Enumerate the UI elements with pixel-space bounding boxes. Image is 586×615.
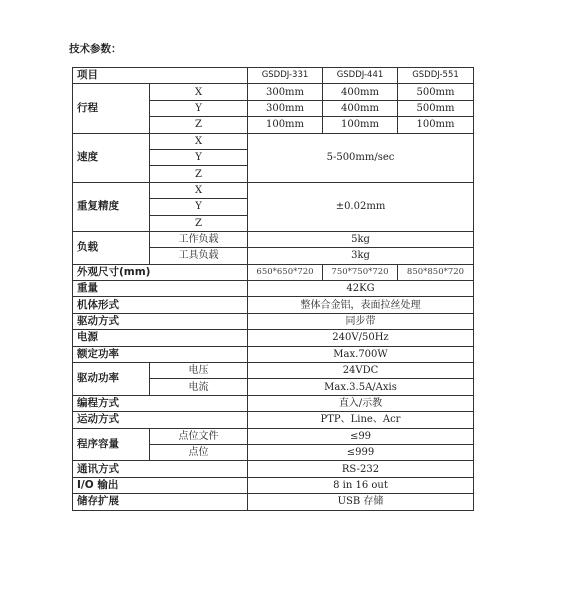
axis-label: Y (150, 149, 248, 165)
sub-label: 工作负载 (150, 231, 248, 247)
travel-row-x (73, 84, 474, 100)
repeat-label: 重复精度 (73, 182, 150, 231)
load-label: 负载 (73, 231, 150, 264)
table-cell: 同步带 (248, 313, 474, 329)
axis-label: Y (150, 199, 248, 215)
table-cell: ≤999 (248, 444, 474, 460)
sub-label: 点位文件 (150, 428, 248, 444)
table-cell: USB 存储 (248, 494, 474, 510)
axis-label: Z (150, 117, 248, 133)
table-cell: 300mm (248, 100, 323, 116)
programming-row (73, 395, 474, 411)
model-551-header: GSDDJ-551 (398, 68, 474, 84)
programming-label: 编程方式 (73, 395, 248, 411)
capacity-label: 程序容量 (73, 428, 150, 461)
spec-table (72, 67, 474, 511)
sub-label: 电流 (150, 379, 248, 395)
table-cell: 240V/50Hz (248, 330, 474, 346)
table-cell: 24VDC (248, 363, 474, 379)
motion-label: 运动方式 (73, 412, 248, 428)
drive-mode-row (73, 313, 474, 329)
table-cell: 750*750*720 (323, 264, 398, 280)
sub-label: 点位 (150, 444, 248, 460)
table-cell: 400mm (323, 100, 398, 116)
axis-label: Z (150, 166, 248, 182)
table-cell: 500mm (398, 100, 474, 116)
io-label: I/O 输出 (73, 477, 248, 493)
speed-row-x (73, 133, 474, 149)
body-form-row (73, 297, 474, 313)
table-cell: Max.3.5A/Axis (248, 379, 474, 395)
sub-label: 电压 (150, 363, 248, 379)
table-cell: 100mm (398, 117, 474, 133)
rated-power-label: 额定功率 (73, 346, 248, 362)
table-cell: 8 in 16 out (248, 477, 474, 493)
axis-label: Y (150, 100, 248, 116)
speed-value: 5-500mm/sec (248, 133, 474, 182)
axis-label: Z (150, 215, 248, 231)
repeat-value: ±0.02mm (248, 182, 474, 231)
power-row (73, 330, 474, 346)
table-cell: 500mm (398, 84, 474, 100)
drive-power-row-voltage (73, 363, 474, 379)
axis-label: X (150, 133, 248, 149)
comm-row (73, 461, 474, 477)
weight-row (73, 281, 474, 297)
header-row (73, 68, 474, 84)
power-label: 电源 (73, 330, 248, 346)
motion-row (73, 412, 474, 428)
table-cell: 100mm (323, 117, 398, 133)
speed-label: 速度 (73, 133, 150, 182)
size-label: 外观尺寸(mm) (73, 264, 248, 280)
storage-label: 储存扩展 (73, 494, 248, 510)
model-331-header: GSDDJ-331 (248, 68, 323, 84)
item-header: 项目 (73, 68, 248, 84)
table-cell: 100mm (248, 117, 323, 133)
table-cell: 400mm (323, 84, 398, 100)
table-cell: ≤99 (248, 428, 474, 444)
table-cell: 整体合金铝，表面拉丝处理 (248, 297, 474, 313)
comm-label: 通讯方式 (73, 461, 248, 477)
table-cell: PTP、Line、Acr (248, 412, 474, 428)
spec-heading: 技术参数： (69, 43, 122, 55)
table-cell: 直入/示教 (248, 395, 474, 411)
table-cell: 42KG (248, 281, 474, 297)
axis-label: X (150, 182, 248, 198)
table-cell: RS-232 (248, 461, 474, 477)
io-row (73, 477, 474, 493)
axis-label: X (150, 84, 248, 100)
table-cell: 5kg (248, 231, 474, 247)
table-cell: 650*650*720 (248, 264, 323, 280)
storage-row (73, 494, 474, 510)
size-row (73, 264, 474, 280)
load-row-work (73, 231, 474, 247)
weight-label: 重量 (73, 281, 248, 297)
table-cell: Max.700W (248, 346, 474, 362)
repeat-row-x (73, 182, 474, 198)
drive-mode-label: 驱动方式 (73, 313, 248, 329)
capacity-row-file (73, 428, 474, 444)
table-cell: 300mm (248, 84, 323, 100)
table-cell: 3kg (248, 248, 474, 264)
travel-label: 行程 (73, 84, 150, 133)
drive-power-label: 驱动功率 (73, 363, 150, 396)
table-cell: 850*850*720 (398, 264, 474, 280)
body-form-label: 机体形式 (73, 297, 248, 313)
rated-power-row (73, 346, 474, 362)
sub-label: 工具负载 (150, 248, 248, 264)
model-441-header: GSDDJ-441 (323, 68, 398, 84)
